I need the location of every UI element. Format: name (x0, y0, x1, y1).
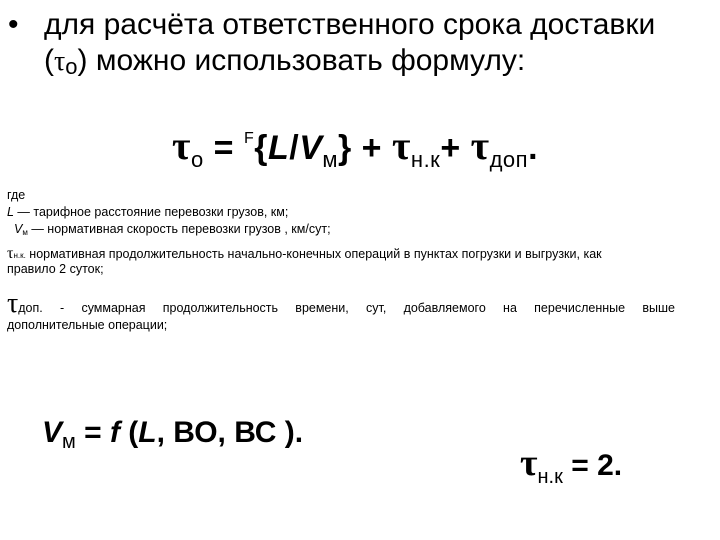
tau-symbol: τ (7, 288, 19, 319)
tdop-symbol-group (7, 288, 43, 320)
paren-open: ( (44, 44, 54, 77)
plus-sign: + (440, 129, 471, 167)
variable-l: L (7, 205, 14, 219)
tau-symbol: τ (172, 123, 191, 168)
superscript-f: F (243, 130, 255, 147)
subscript-m: м (62, 431, 76, 453)
subscript-o: о (190, 147, 204, 172)
dash: - (60, 301, 65, 315)
function-f: f (109, 416, 120, 449)
tnk-formula (520, 441, 622, 489)
tnk-formula-rest: = 2. (562, 449, 623, 482)
definition-tdop-line2: дополнительные операции; (7, 318, 168, 332)
variable-v: V (42, 416, 63, 449)
variable-v: V (299, 129, 323, 167)
word: времени, (295, 301, 349, 315)
definition-l-text: — тарифное расстояние перевозки грузов, км; (13, 205, 289, 219)
variable-l: L (138, 416, 157, 449)
vm-formula-rest: , ВО, ВС ). (156, 416, 304, 449)
tau-symbol: τ (470, 123, 490, 168)
definition-tnk-line1 (7, 245, 602, 263)
bullet-text-line2 (44, 44, 525, 80)
tau-symbol: τ (391, 123, 411, 168)
subscript-dop: доп. (18, 301, 43, 315)
tau-symbol: τ (520, 442, 538, 484)
period: . (528, 129, 539, 167)
tau-symbol: τ (54, 46, 66, 77)
tau-symbol: τ (7, 245, 14, 262)
paren-open: ( (119, 416, 139, 449)
brace-open: { (254, 129, 268, 167)
subscript-dop: доп (489, 147, 529, 172)
definition-l (7, 205, 288, 219)
word: выше (642, 301, 675, 315)
subscript-nk: н.к (537, 466, 563, 488)
variable-l: L (267, 129, 290, 167)
brace-close: } (338, 129, 352, 167)
bullet-line2-rest: ) можно использовать формулу: (77, 44, 526, 77)
definition-vm (14, 222, 331, 237)
word: продолжительность (162, 301, 279, 315)
main-formula (172, 122, 538, 173)
subscript-nk: н.к. (13, 251, 26, 260)
definition-vm-text: — нормативная скорость перевозки грузов , км/сут; (27, 222, 331, 236)
word: на (503, 301, 517, 315)
word: сут, (366, 301, 387, 315)
equals-sign: = (75, 416, 110, 449)
where-label: где (7, 188, 26, 202)
bullet-text-line1: для расчёта ответственного срока доставки (44, 8, 656, 41)
subscript-m: м (322, 147, 338, 172)
subscript-m: м (22, 228, 28, 237)
slash: / (289, 129, 300, 167)
vm-formula (42, 416, 303, 454)
definition-tnk-line2: правило 2 суток; (7, 262, 104, 276)
variable-v: V (14, 222, 23, 236)
word: добавляемого (403, 301, 486, 315)
equals-sign: = (203, 129, 244, 167)
definition-tnk-text: нормативная продолжительность начально-конечных операций в пунктах погрузки и выгрузки, как (25, 247, 602, 261)
word: суммарная (81, 301, 146, 315)
subscript-nk: н.к (410, 147, 441, 172)
word: перечисленные (534, 301, 626, 315)
bullet-marker: • (8, 8, 19, 41)
plus-sign: + (351, 129, 392, 167)
definition-tdop-line1 (7, 288, 675, 320)
subscript-o: о (65, 54, 78, 79)
